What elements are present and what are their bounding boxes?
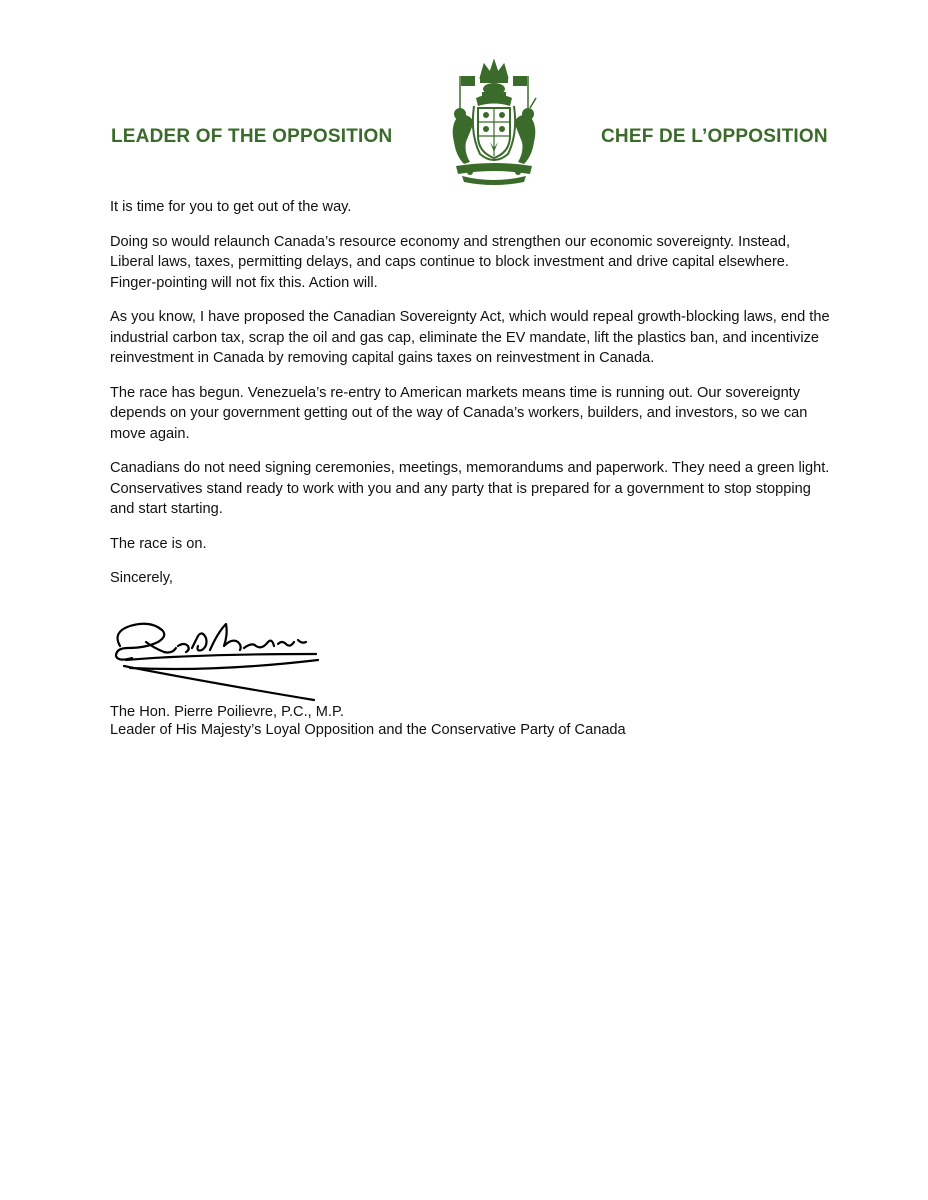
closing-salutation: Sincerely, <box>110 570 173 586</box>
paragraph-green-light: Canadians do not need signing ceremonies, meetings, memorandums and paperwork. They need a green light. Conservatives stand ready to work with you and any party that is prepared for a government to stop stopping and start starting. <box>110 460 830 517</box>
signatory-name: The Hon. Pierre Poilievre, P.C., M.P. <box>110 704 344 720</box>
paragraph-race-on: The race is on. <box>110 535 207 552</box>
paragraph-opening: It is time for you to get out of the way. <box>110 199 352 215</box>
letterhead-title-french: CHEF DE L’OPPOSITION <box>601 126 828 147</box>
paragraph-sovereignty-act: As you know, I have proposed the Canadian Sovereignty Act, which would repeal growth-blocking laws, end the industrial carbon tax, scrap the oil and gas cap, eliminate the EV mandate, lift the plastics ban, and incentivize reinvestment in Canada by removing capital gains taxes on reinvestment in Canada. <box>110 309 830 366</box>
letter-body <box>110 197 830 603</box>
paragraph-resource-economy: Doing so would relaunch Canada’s resource economy and strengthen our economic sovereignty. Instead, Liberal laws, taxes, permitting delays, and caps continue to block investment and drive capital elsewhere. Finger-pointing will not fix this. Action will. <box>110 233 791 291</box>
handwritten-signature-icon <box>106 612 326 704</box>
signature-block <box>110 703 626 739</box>
signatory-title: Leader of His Majesty’s Loyal Opposition and the Conservative Party of Canada <box>110 722 626 738</box>
coat-of-arms-icon <box>440 56 548 186</box>
letterhead <box>0 0 928 190</box>
paragraph-race-begun: The race has begun. Venezuela’s re-entry to American markets means time is running out. Our sovereignty depends on your government getting out of the way of Canada’s workers, builders, and investors, so we can move again. <box>110 384 808 442</box>
letterhead-title-english: LEADER OF THE OPPOSITION <box>111 126 393 147</box>
